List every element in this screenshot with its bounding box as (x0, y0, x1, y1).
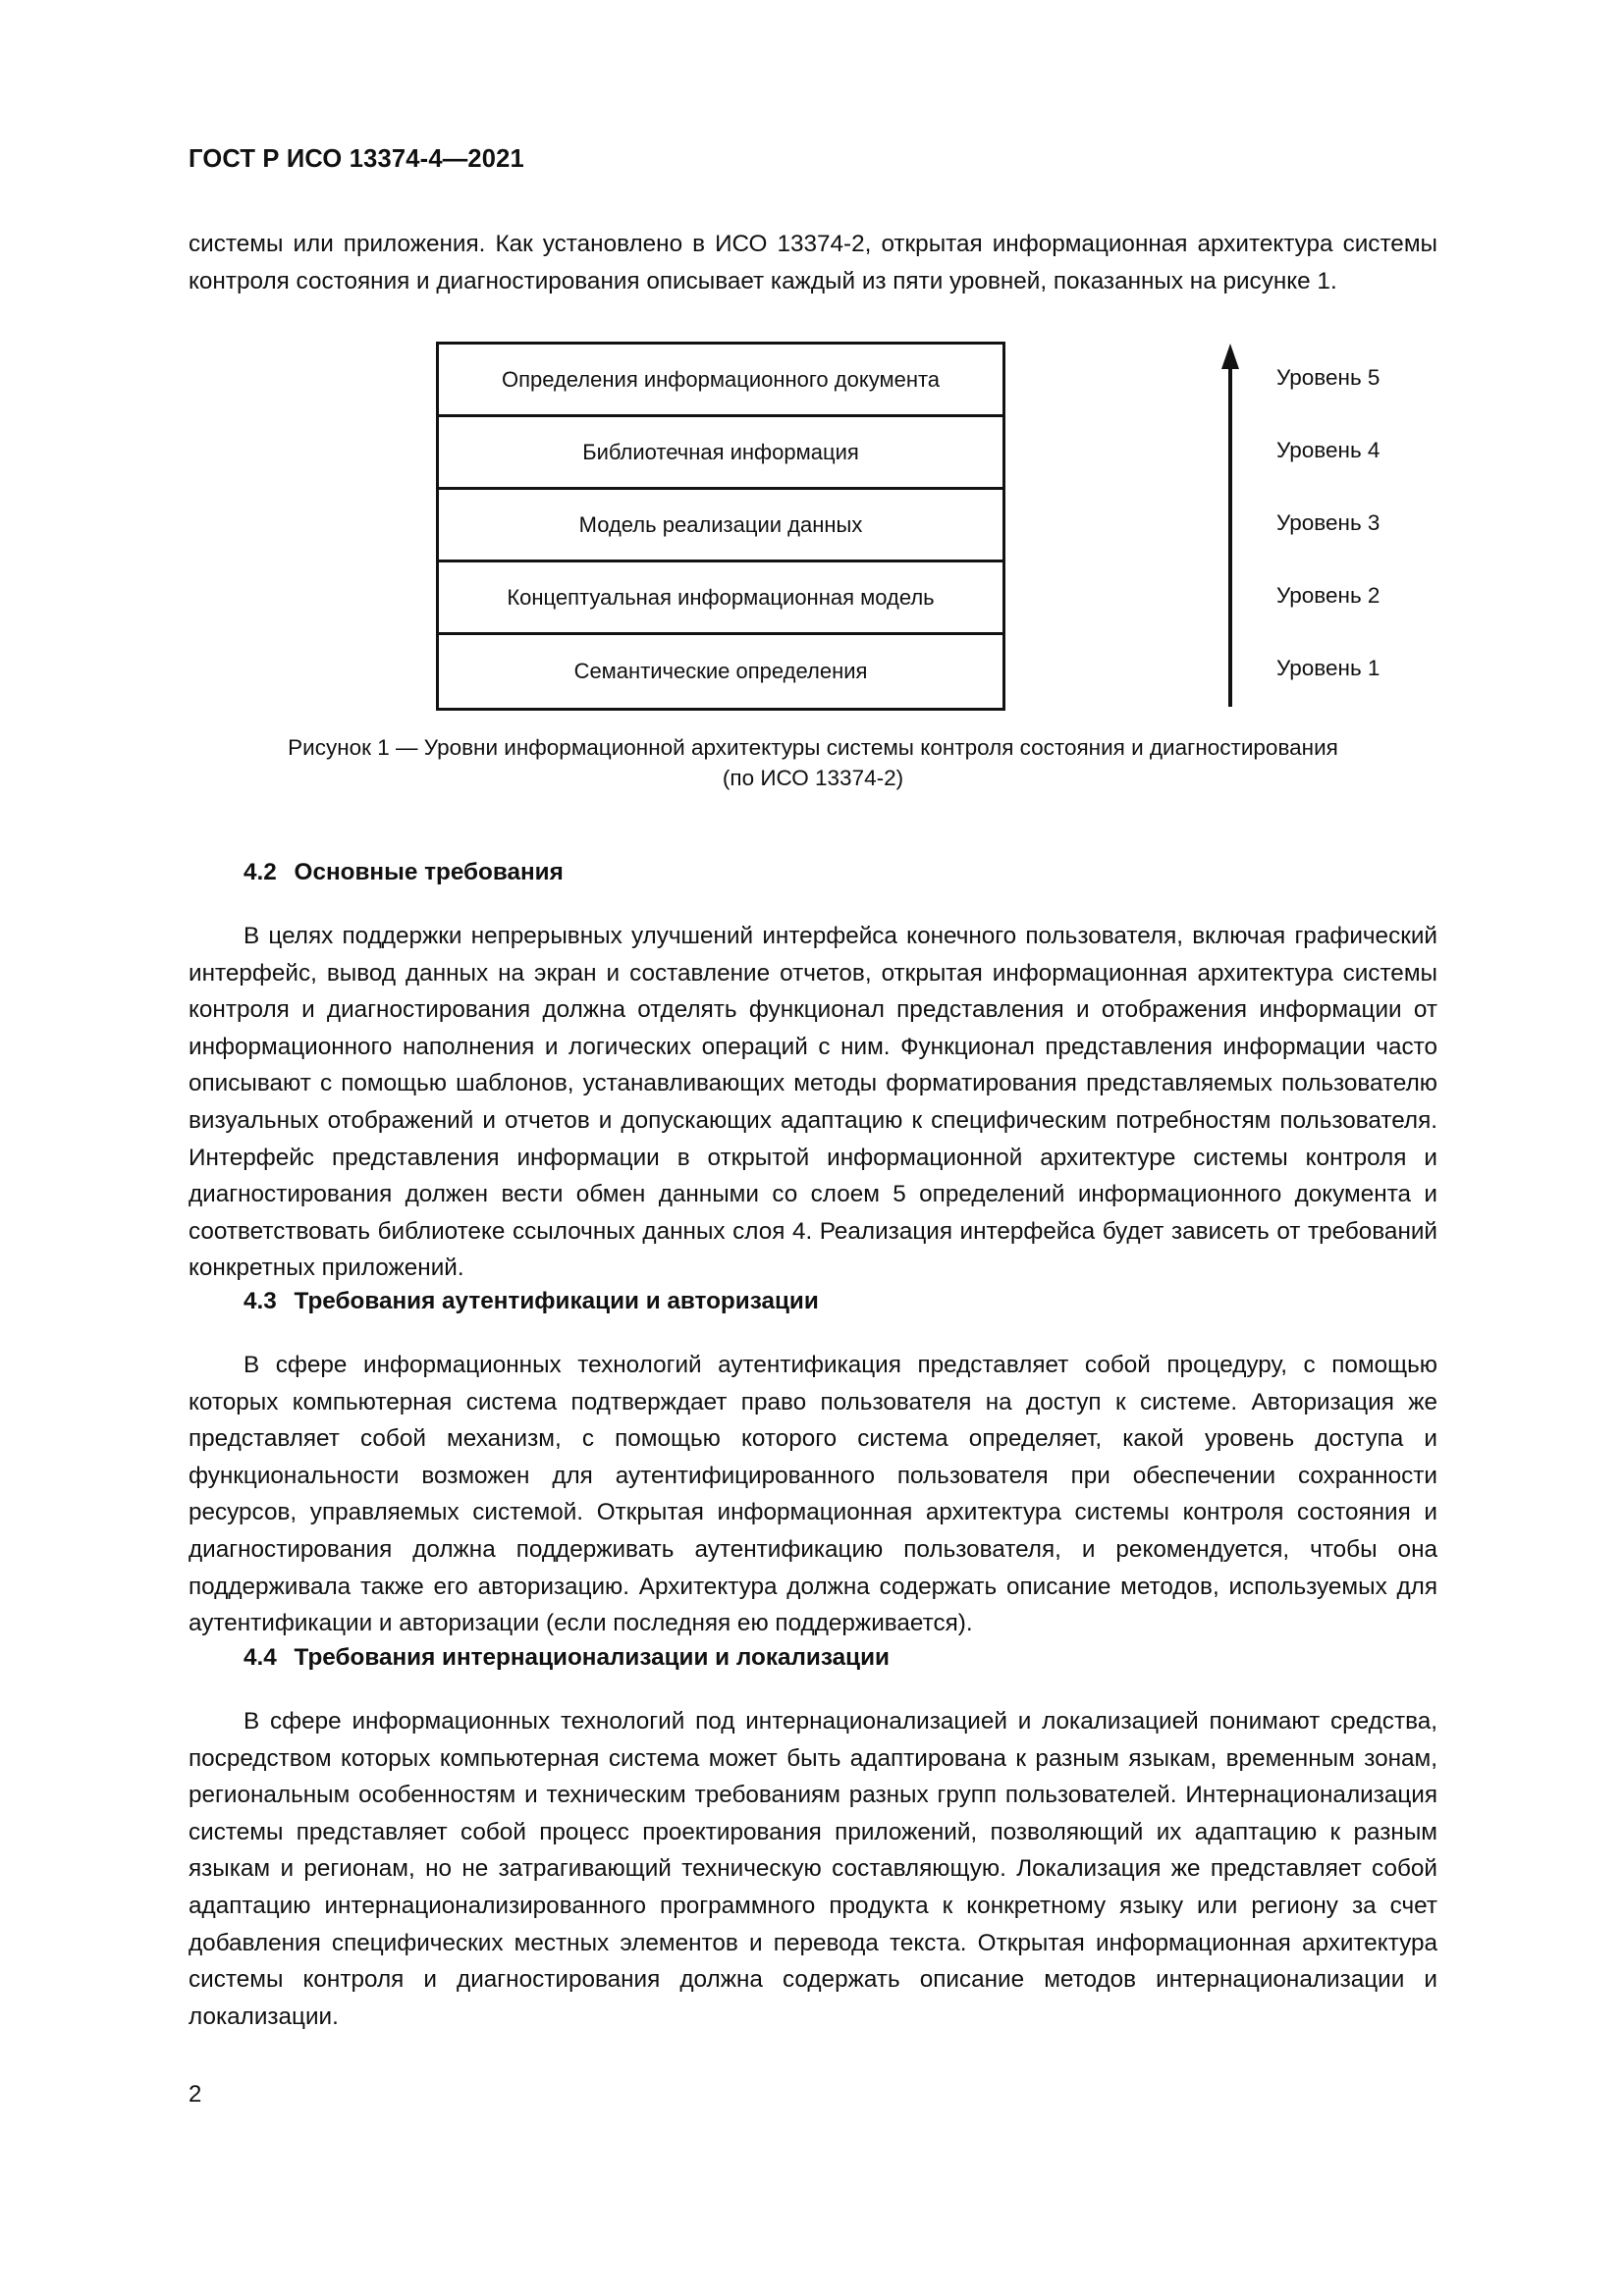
figure-1-graphic (189, 342, 1437, 707)
layer-label: Определения информационного документа (501, 366, 941, 392)
layer-label: Модель реализации данных (578, 511, 863, 537)
layer-row (439, 417, 1002, 490)
section-title: Требования интернационализации и локализации (294, 1644, 890, 1671)
running-header: ГОСТ Р ИСО 13374-4—2021 (189, 145, 524, 173)
section-4-2-heading-block (189, 859, 1437, 886)
section-4-3-body-block (189, 1347, 1437, 1642)
section-4-2-heading (189, 859, 1437, 886)
layer-row (439, 345, 1002, 417)
layer-row (439, 635, 1002, 708)
layer-stack (436, 342, 1005, 711)
layer-row (439, 490, 1002, 562)
figure-1 (189, 342, 1437, 793)
section-4-4-body-block (189, 1703, 1437, 2035)
section-4-3-heading-block (189, 1288, 1437, 1315)
section-number: 4.3 (244, 1288, 277, 1314)
layer-row (439, 562, 1002, 635)
figure-caption-line-2: (по ИСО 13374-2) (722, 766, 904, 790)
level-label: Уровень 4 (1276, 438, 1380, 462)
level-label: Уровень 1 (1276, 656, 1380, 680)
layer-label: Семантические определения (573, 659, 868, 683)
section-number: 4.2 (244, 859, 277, 885)
level-label-column (1276, 342, 1443, 705)
section-4-3-paragraph: В сфере информационных технологий аутентификация представляет собой процедуру, с помощью которых компьютерная система подтверждает право пользователя на доступ к системе. Авторизация же представляет собой механизм, с помощью которого система определяет, какой уровень доступа и функциональности возможен для аутентифицированного пользователя при обеспечении сохранности ресурсов, управляемых системой. Открытая информационная архитектура системы контроля состояния и диагностирования должна поддерживать аутентификацию пользователя, и рекомендуется, чтобы она поддерживала также его авторизацию. Архитектура должна содержать описание методов, используемых для аутентификации и авторизации (если последняя ею поддерживается). (189, 1352, 1437, 1637)
layer-label: Библиотечная информация (582, 439, 859, 464)
section-4-4-heading-block (189, 1644, 1437, 1672)
up-arrow-icon (1218, 344, 1243, 707)
figure-caption-line-1: Рисунок 1 — Уровни информационной архитектуры системы контроля состояния и диагностирования (288, 735, 1338, 760)
level-label: Уровень 5 (1276, 365, 1380, 390)
section-title: Требования аутентификации и авторизации (294, 1288, 819, 1314)
section-number: 4.4 (244, 1644, 277, 1671)
intro-paragraph: системы или приложения. Как установлено в ИСО 13374-2, открытая информационная архитектура системы контроля состояния и диагностирования описывает каждый из пяти уровней, показанных на рисунке 1. (189, 231, 1437, 294)
level-label: Уровень 2 (1276, 583, 1380, 608)
intro-paragraph-block (189, 226, 1437, 299)
section-title: Основные требования (294, 859, 564, 885)
level-label: Уровень 3 (1276, 510, 1380, 535)
section-4-2-body-block (189, 918, 1437, 1287)
figure-1-caption (189, 732, 1437, 793)
section-4-3-heading (189, 1288, 1437, 1315)
layer-label: Концептуальная информационная модель (507, 584, 935, 610)
section-4-2-paragraph: В целях поддержки непрерывных улучшений интерфейса конечного пользователя, включая графический интерфейс, вывод данных на экран и составление отчетов, открытая информационная архитектура системы контроля и диагностирования должна отделять функционал представления и отображения информации от информационного наполнения и логических операций с ним. Функционал представления информации часто описывают с помощью шаблонов, устанавливающих методы форматирования представляемых пользователю визуальных отображений и отчетов и допускающих адаптацию к специфическим потребностям пользователя. Интерфейс представления информации в открытой информационной архитектуре системы контроля и диагностирования должен вести обмен данными со слоем 5 определений информационного документа и соответствовать библиотеке ссылочных данных слоя 4. Реализация интерфейса будет зависеть от требований конкретных приложений. (189, 923, 1437, 1282)
section-4-4-paragraph: В сфере информационных технологий под интернационализацией и локализацией понимают средства, посредством которых компьютерная система может быть адаптирована к разным языкам, временным зонам, региональным особенностям и техническим требованиям разных групп пользователей. Интернационализация системы представляет собой процесс проектирования приложений, позволяющий их адаптацию к разным языкам и регионам, но не затрагивающий техническую составляющую. Локализация же представляет собой адаптацию интернационализированного программного продукта к конкретному языку или региону за счет добавления специфических местных элементов и перевода текста. Открытая информационная архитектура системы контроля и диагностирования должна содержать описание методов интернационализации и локализации. (189, 1708, 1437, 2030)
section-4-4-heading (189, 1644, 1437, 1672)
page-number: 2 (189, 2081, 202, 2108)
